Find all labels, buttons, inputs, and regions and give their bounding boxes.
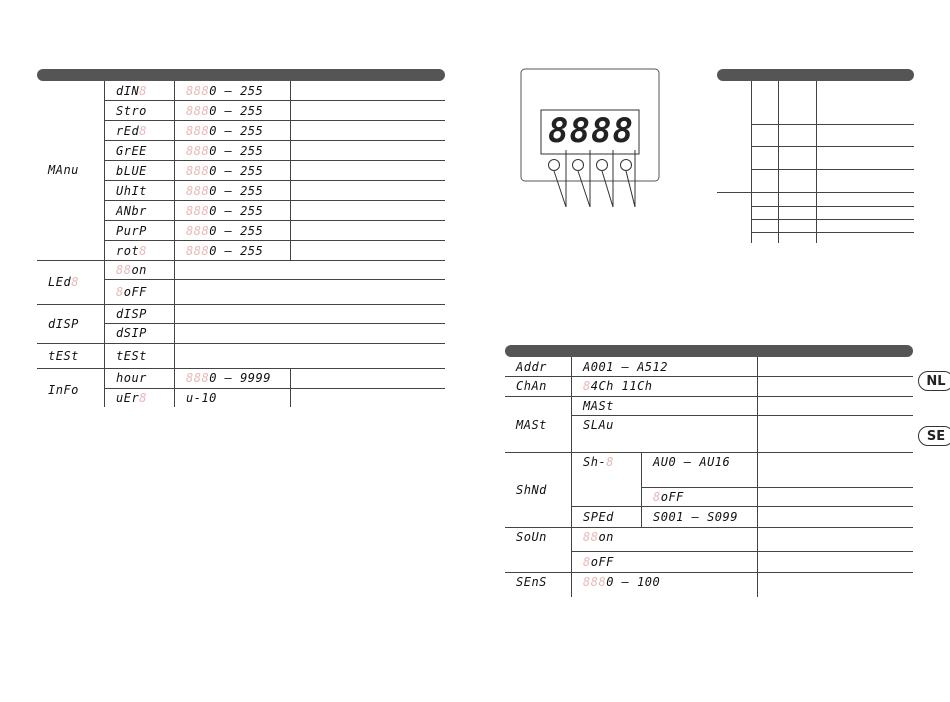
manual-row-range: 888 0 – 255 <box>186 104 264 118</box>
led-digits: 8888 <box>548 111 634 151</box>
display-button-4 <box>621 160 632 171</box>
language-tab-se[interactable]: SE <box>918 426 950 446</box>
grid-table-header-bar <box>717 69 914 81</box>
group-led-label: LEd 8 <box>48 275 79 289</box>
manual-row-code: Stro <box>116 104 147 118</box>
manual-row-code: rot 8 <box>116 244 147 258</box>
manual-row-range: 888 0 – 255 <box>186 124 264 138</box>
test-code: tESt <box>116 348 147 363</box>
speed-label: SPEd <box>583 509 614 524</box>
group-disp-label: dISP <box>48 317 79 331</box>
addr-label: Addr <box>516 359 547 374</box>
language-tab-nl[interactable]: NL <box>918 371 950 391</box>
manual-row-code: rEd 8 <box>116 124 147 138</box>
manual-row-code: UhIt <box>116 184 147 198</box>
addr-range: A001 – A512 <box>583 359 668 374</box>
speed-range: S001 – S099 <box>653 509 738 524</box>
led-on-code: 88 on <box>116 262 147 277</box>
channel-label: ChAn <box>516 379 547 393</box>
manual-row-range: 888 0 – 255 <box>186 164 264 178</box>
manual-row-code: dIN 8 <box>116 84 147 98</box>
slave-code: SLAu <box>583 418 614 432</box>
manual-row-range: 888 0 – 255 <box>186 224 264 238</box>
show-sub-label: Sh- 8 <box>583 455 614 469</box>
group-info-label: InFo <box>48 383 79 397</box>
channel-value: 8 4Ch 11Ch <box>583 379 653 393</box>
sensitivity-label: SEnS <box>516 575 547 589</box>
manual-row-code: PurP <box>116 224 147 238</box>
led-off-code: 8 oFF <box>116 284 147 299</box>
info-hour-range: 888 0 – 9999 <box>186 371 271 385</box>
info-version-value: u-10 <box>186 390 217 405</box>
manual-row-range: 888 0 – 255 <box>186 244 264 258</box>
group-manual-label: MAnu <box>48 163 79 177</box>
manual-row-code: bLUE <box>116 164 147 178</box>
manual-row-range: 888 0 – 255 <box>186 84 264 98</box>
master-code: MASt <box>583 398 614 413</box>
disp-code: dISP <box>116 306 147 321</box>
manual-row-code: GrEE <box>116 144 147 158</box>
manual-row-range: 888 0 – 255 <box>186 204 264 218</box>
sound-label: SoUn <box>516 530 547 544</box>
manual-row-range: 888 0 – 255 <box>186 184 264 198</box>
info-hour-code: hour <box>116 371 147 385</box>
manual-row-range: 888 0 – 255 <box>186 144 264 158</box>
sound-on-code: 88 on <box>583 530 614 544</box>
disp-flip-code: dSIP <box>116 326 147 340</box>
display-button-1 <box>549 160 560 171</box>
show-label: ShNd <box>516 483 547 497</box>
info-version-code: uEr 8 <box>116 390 147 405</box>
display-button-3 <box>597 160 608 171</box>
show-auto-range: AU0 – AU16 <box>653 455 731 469</box>
manual-row-code: ANbr <box>116 204 147 218</box>
sensitivity-range: 888 0 – 100 <box>583 575 661 589</box>
master-label: MASt <box>516 418 547 432</box>
display-button-2 <box>573 160 584 171</box>
right-table-header-bar <box>505 345 913 357</box>
sound-off-code: 8 oFF <box>583 554 614 569</box>
show-off-code: 8 oFF <box>653 489 684 504</box>
group-test-label: tESt <box>48 349 79 363</box>
